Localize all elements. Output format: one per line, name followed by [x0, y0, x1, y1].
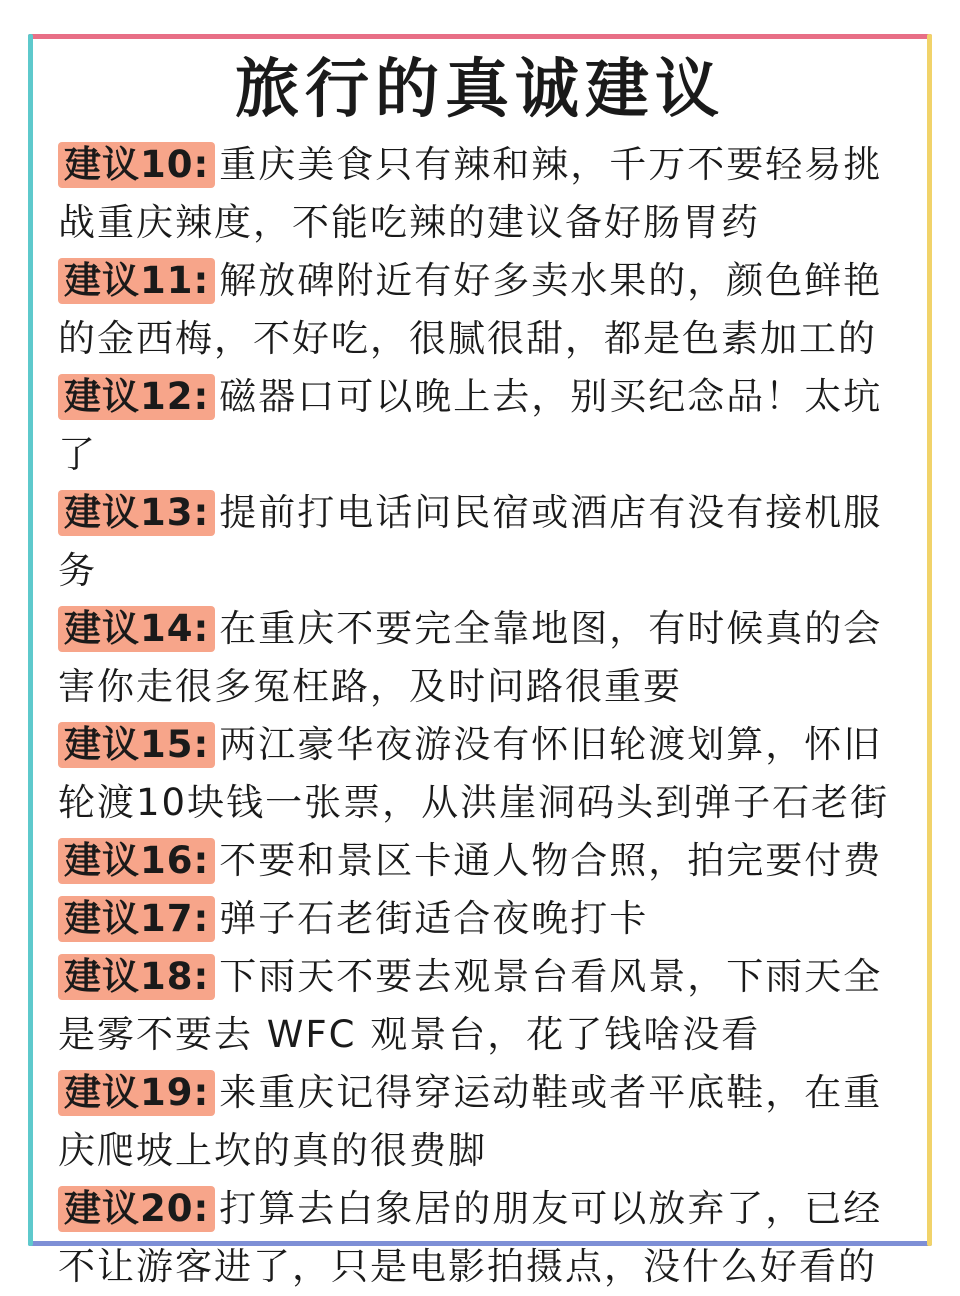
advice-item	[58, 484, 908, 600]
advice-item	[58, 1064, 908, 1180]
advice-label: 建议16:	[58, 838, 215, 884]
advice-text: 重庆美食只有辣和辣，千万不要轻易挑战重庆辣度，不能吃辣的建议备好肠胃药	[58, 143, 883, 244]
advice-item	[58, 368, 908, 484]
advice-label: 建议13:	[58, 490, 215, 536]
advice-text: 打算去白象居的朋友可以放弃了，已经不让游客进了，只是电影拍摄点，没什么好看的	[58, 1187, 883, 1288]
advice-label: 建议10:	[58, 142, 215, 188]
advice-item	[58, 832, 908, 890]
frame-top-edge	[28, 34, 932, 39]
advice-label: 建议14:	[58, 606, 215, 652]
page-title: 旅行的真诚建议	[235, 53, 725, 127]
advice-item	[58, 890, 908, 948]
advice-label: 建议19:	[58, 1070, 215, 1116]
advice-label: 建议12:	[58, 374, 215, 420]
advice-label: 建议20:	[58, 1186, 215, 1232]
advice-text: 解放碑附近有好多卖水果的，颜色鲜艳的金西梅，不好吃，很腻很甜，都是色素加工的	[58, 259, 883, 360]
advice-item	[58, 948, 908, 1064]
advice-item	[58, 716, 908, 832]
advice-item	[58, 1180, 908, 1296]
frame-right-edge	[927, 34, 932, 1246]
advice-text: 磁器口可以晚上去，别买纪念品！太坑了	[58, 375, 883, 476]
advice-label: 建议17:	[58, 896, 215, 942]
advice-label: 建议11:	[58, 258, 215, 304]
advice-list	[58, 136, 908, 1296]
advice-text: 不要和景区卡通人物合照，拍完要付费	[219, 839, 883, 882]
advice-item	[58, 252, 908, 368]
frame-left-edge	[28, 34, 33, 1246]
advice-label: 建议18:	[58, 954, 215, 1000]
advice-item	[58, 136, 908, 252]
advice-text: 下雨天不要去观景台看风景，下雨天全是雾不要去 WFC 观景台，花了钱啥没看	[58, 955, 883, 1056]
advice-text: 提前打电话问民宿或酒店有没有接机服务	[58, 491, 883, 592]
advice-label: 建议15:	[58, 722, 215, 768]
advice-text: 两江豪华夜游没有怀旧轮渡划算，怀旧轮渡10块钱一张票，从洪崖洞码头到弹子石老街	[58, 723, 890, 824]
advice-item	[58, 600, 908, 716]
advice-text: 弹子石老街适合夜晚打卡	[219, 897, 649, 940]
advice-text: 在重庆不要完全靠地图，有时候真的会害你走很多冤枉路，及时问路很重要	[58, 607, 883, 708]
advice-text: 来重庆记得穿运动鞋或者平底鞋，在重庆爬坡上坎的真的很费脚	[58, 1071, 883, 1172]
